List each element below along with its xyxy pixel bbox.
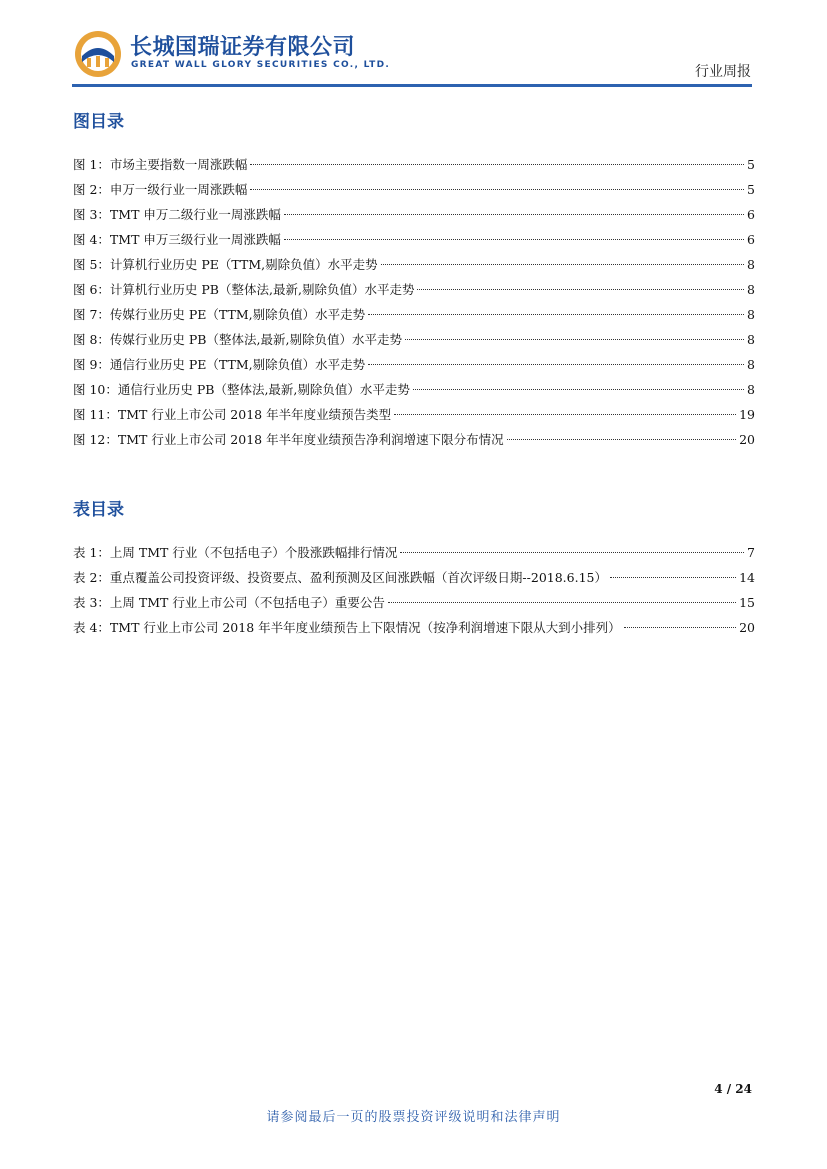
toc-entry-page: 19 — [739, 407, 755, 422]
toc-entry-label: 图 10：通信行业历史 PB（整体法,最新,剔除负值）水平走势 — [73, 382, 410, 397]
header-divider — [72, 84, 752, 87]
toc-entry-page: 5 — [747, 182, 755, 197]
toc-entry[interactable] — [73, 227, 755, 252]
toc-entry[interactable] — [73, 565, 755, 590]
toc-leader — [250, 164, 744, 165]
toc-leader — [610, 577, 736, 578]
toc-entry-page: 8 — [747, 282, 755, 297]
toc-leader — [250, 189, 744, 190]
toc-entry[interactable] — [73, 252, 755, 277]
company-logo — [74, 30, 122, 78]
toc-entry-label: 图 5：计算机行业历史 PE（TTM,剔除负值）水平走势 — [73, 257, 378, 272]
toc-entry-page: 5 — [747, 157, 755, 172]
toc-entry-page: 15 — [739, 595, 755, 610]
toc-entry-page: 20 — [739, 432, 755, 447]
toc-entry-label: 图 12：TMT 行业上市公司 2018 年半年度业绩预告净利润增速下限分布情况 — [73, 432, 504, 447]
toc-entry-label: 图 3：TMT 申万二级行业一周涨跌幅 — [73, 207, 281, 222]
toc-entry-label: 图 4：TMT 申万三级行业一周涨跌幅 — [73, 232, 281, 247]
tables-toc-title: 表目录 — [73, 500, 124, 520]
toc-entry-label: 表 4：TMT 行业上市公司 2018 年半年度业绩预告上下限情况（按净利润增速下限从大到小排列） — [73, 620, 621, 635]
company-name-cn: 长城国瑞证券有限公司 — [130, 35, 356, 60]
toc-entry-label: 图 9：通信行业历史 PE（TTM,剔除负值）水平走势 — [73, 357, 366, 372]
toc-entry-label: 图 2：申万一级行业一周涨跌幅 — [73, 182, 248, 197]
toc-leader — [405, 339, 744, 340]
toc-entry-page: 8 — [747, 307, 755, 322]
toc-entry[interactable] — [73, 615, 755, 640]
toc-entry[interactable] — [73, 402, 755, 427]
toc-entry-page: 7 — [747, 545, 755, 560]
footer-disclaimer: 请参阅最后一页的股票投资评级说明和法律声明 — [266, 1110, 561, 1125]
tables-toc-list — [73, 540, 755, 640]
toc-entry-page: 20 — [739, 620, 755, 635]
company-name-en: GREAT WALL GLORY SECURITIES CO., LTD. — [131, 60, 391, 70]
toc-entry-label: 图 6：计算机行业历史 PB（整体法,最新,剔除负值）水平走势 — [73, 282, 415, 297]
toc-entry[interactable] — [73, 427, 755, 452]
toc-entry-label: 表 3：上周 TMT 行业上市公司（不包括电子）重要公告 — [73, 595, 385, 610]
toc-leader — [413, 389, 744, 390]
toc-leader — [394, 414, 736, 415]
toc-entry[interactable] — [73, 152, 755, 177]
figures-toc-list — [73, 152, 755, 452]
toc-entry-label: 图 11：TMT 行业上市公司 2018 年半年度业绩预告类型 — [73, 407, 392, 422]
toc-leader — [624, 627, 736, 628]
toc-entry[interactable] — [73, 540, 755, 565]
toc-entry[interactable] — [73, 277, 755, 302]
toc-leader — [400, 552, 744, 553]
toc-entry-page: 8 — [747, 257, 755, 272]
toc-leader — [368, 364, 744, 365]
toc-entry-page: 14 — [739, 570, 755, 585]
toc-entry-label: 图 8：传媒行业历史 PB（整体法,最新,剔除负值）水平走势 — [73, 332, 402, 347]
toc-entry-page: 8 — [747, 357, 755, 372]
toc-entry[interactable] — [73, 202, 755, 227]
toc-entry-page: 6 — [747, 232, 755, 247]
toc-entry[interactable] — [73, 377, 755, 402]
toc-leader — [284, 214, 744, 215]
toc-entry-label: 图 1：市场主要指数一周涨跌幅 — [73, 157, 248, 172]
toc-leader — [507, 439, 737, 440]
toc-entry-label: 图 7：传媒行业历史 PE（TTM,剔除负值）水平走势 — [73, 307, 366, 322]
toc-entry[interactable] — [73, 177, 755, 202]
report-type: 行业周报 — [695, 64, 751, 80]
figures-toc-title: 图目录 — [73, 112, 124, 132]
toc-leader — [381, 264, 744, 265]
toc-leader — [368, 314, 744, 315]
toc-entry[interactable] — [73, 590, 755, 615]
toc-leader — [417, 289, 744, 290]
toc-entry-label: 表 1：上周 TMT 行业（不包括电子）个股涨跌幅排行情况 — [73, 545, 398, 560]
toc-entry-page: 6 — [747, 207, 755, 222]
toc-entry-page: 8 — [747, 382, 755, 397]
toc-entry[interactable] — [73, 302, 755, 327]
toc-entry[interactable] — [73, 352, 755, 377]
toc-entry-label: 表 2：重点覆盖公司投资评级、投资要点、盈利预测及区间涨跌幅（首次评级日期--2018.6.15） — [73, 570, 607, 585]
toc-leader — [388, 602, 736, 603]
toc-leader — [284, 239, 744, 240]
toc-entry[interactable] — [73, 327, 755, 352]
page-number: 4 / 24 — [714, 1082, 752, 1096]
toc-entry-page: 8 — [747, 332, 755, 347]
